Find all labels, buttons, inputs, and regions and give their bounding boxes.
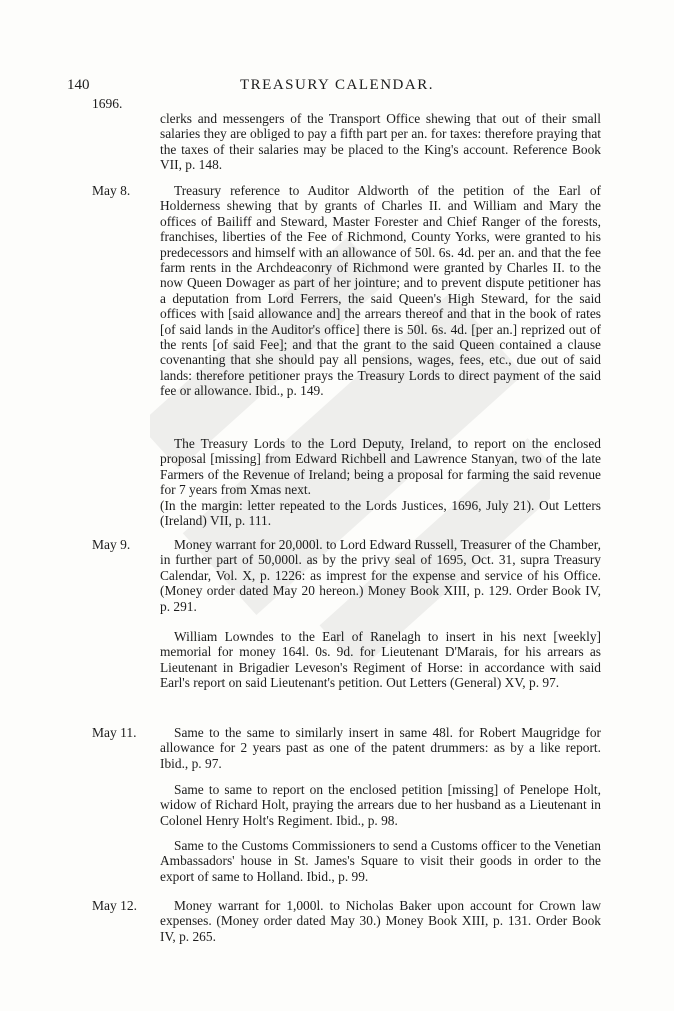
entry-paragraph: Money warrant for 1,000l. to Nicholas Baker upon account for Crown law expenses. (Money order dated May 30.) Money Book XIII, p. 131. Order Book IV, p. 265. [160, 898, 601, 944]
entry-paragraph: clerks and messengers of the Transport Office shewing that out of their small salaries they are obliged to pay a fifth part per an. for taxes: therefore praying that the taxes of their salaries may be placed to the King's account. Reference Book VII, p. 148. [160, 111, 601, 173]
entry-paragraph: Same to the same to similarly insert in same 48l. for Robert Maugridge for allowance for 2 years past as one of the patent drummers: as by a like report. Ibid., p. 97. [160, 725, 601, 771]
entry-paragraph: Treasury reference to Auditor Aldworth of the petition of the Earl of Holderness shewing that by grants of Charles II. and William and Mary the offices of Bailiff and Steward, Master Forester and Chief Ranger of the forests, franchises, liberties of the Fee of Richmond, County Yorks, were granted to his predecessors and himself with an allowance of 50l. 6s. 4d. per an. and that the fee farm rents in the Archdeaconry of Richmond were granted by Charles II. to the now Queen Dowager as part of her jointure; and to prevent dispute petitioner has a deputation from Lord Ferrers, the said Queen's High Steward, for the said offices with [said allowance and] the arrears thereof and that in the book of rates [of said lands in the Auditor's office] there is 50l. 6s. 4d. [per an.] reprized out of the rents [of said Fee]; and that the grant to the said Queen contained a clause covenanting that she should pay all pensions, wages, fees, etc., due out of said lands: therefore petitioner prays the Treasury Lords to direct payment of the said fee or allowance. Ibid., p. 149. [160, 183, 601, 399]
page-number: 140 [67, 77, 90, 93]
entry-paragraph: Money warrant for 20,000l. to Lord Edward Russell, Treasurer of the Chamber, in further part of 50,000l. as by the privy seal of 1695, Oct. 31, supra Treasury Calendar, Vol. X, p. 1226: as imprest for the expense and service of his Office. (Money order dated May 20 hereon.) Money Book XIII, p. 129. Order Book IV, p. 291. [160, 537, 601, 614]
entry-paragraph: Same to the Customs Commissioners to send a Customs officer to the Venetian Ambassadors' house in St. James's Square to visit their goods in order to the export of same to Holland. Ibid., p. 99. [160, 838, 601, 884]
entry-date: May 8. [92, 183, 131, 198]
entry-date: May 12. [92, 898, 137, 913]
margin-note: (In the margin: letter repeated to the Lords Justices, 1696, July 21). Out Letters (Ireland) VII, p. 111. [160, 498, 601, 529]
entry-date: May 11. [92, 725, 137, 740]
entry-date: May 9. [92, 537, 131, 552]
year-label: 1696. [92, 96, 123, 111]
entry-paragraph: William Lowndes to the Earl of Ranelagh to insert in his next [weekly] memorial for money 164l. 0s. 9d. for Lieutenant D'Marais, for his arrears as Lieutenant in Brigadier Leveson's Regiment of Horse: in accordance with said Earl's report on said Lieutenant's petition. Out Letters (General) XV, p. 97. [160, 629, 601, 691]
entry-paragraph: The Treasury Lords to the Lord Deputy, Ireland, to report on the enclosed proposal [missing] from Edward Richbell and Lawrence Stanyan, two of the late Farmers of the Revenue of Ireland; being a proposal for farming the said revenue for 7 years from Xmas next. [160, 436, 601, 498]
running-head: TREASURY CALENDAR. [240, 77, 434, 93]
entry-paragraph: Same to same to report on the enclosed petition [missing] of Penelope Holt, widow of Richard Holt, praying the arrears due to her husband as a Lieutenant in Colonel Henry Holt's Regiment. Ibid., p. 98. [160, 782, 601, 828]
